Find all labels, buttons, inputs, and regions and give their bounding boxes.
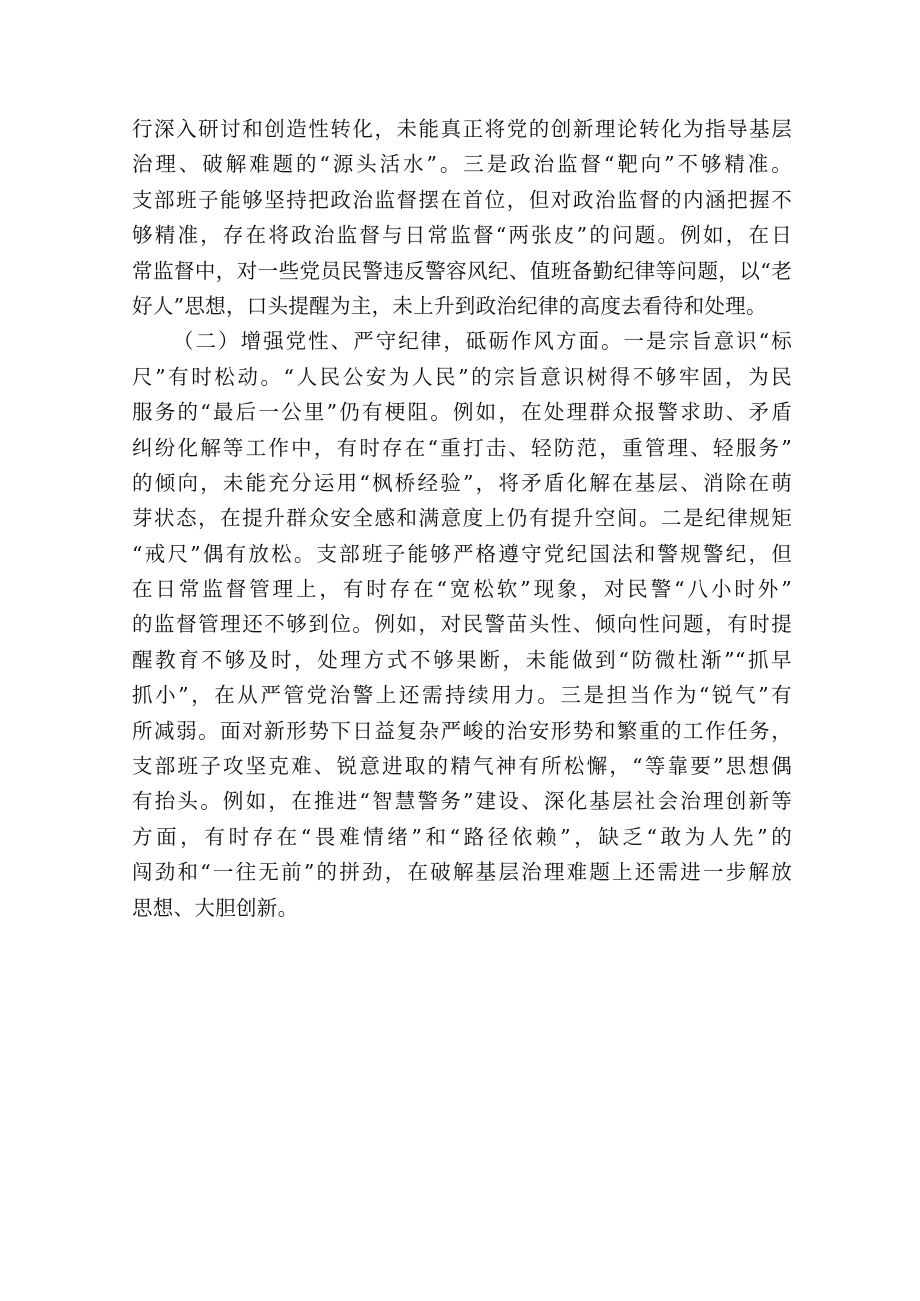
paragraph-line: 支部班子攻坚克难、锐意进取的精气神有所松懈，“等靠要”思想偶 [132,754,792,779]
paragraph-line: 方面，有时存在“畏难情绪”和“路径依赖”，缺乏“敢为人先”的 [132,824,792,849]
paragraph-line: 尺”有时松动。“人民公安为人民”的宗旨意识树得不够牢固，为民 [132,364,792,389]
paragraph-line: 思想、大胆创新。 [132,895,299,920]
paragraph-line: 纠纷化解等工作中，有时存在“重打击、轻防范，重管理、轻服务” [132,435,792,460]
paragraph-1 [132,112,792,324]
paragraph-line: 醒教育不够及时，处理方式不够果断，未能做到“防微杜渐”“抓早 [132,647,792,672]
paragraph-line: 的监督管理还不够到位。例如，对民警苗头性、倾向性问题，有时提 [132,612,792,637]
paragraph-line: 闯劲和“一往无前”的拼劲，在破解基层治理难题上还需进一步解放 [132,860,792,885]
paragraph-line: 有抬头。例如，在推进“智慧警务”建设、深化基层社会治理创新等 [132,789,792,814]
paragraph-line: 的倾向，未能充分运用“枫桥经验”，将矛盾化解在基层、消除在萌 [132,470,792,495]
paragraph-line: “戒尺”偶有放松。支部班子能够严格遵守党纪国法和警规警纪，但 [132,541,792,566]
section-heading-line: （二）增强党性、严守纪律，砥砺作风方面。一是宗旨意识“标 [173,329,792,354]
paragraph-line: 支部班子能够坚持把政治监督摆在首位，但对政治监督的内涵把握不 [132,187,792,212]
paragraph-line: 行深入研讨和创造性转化，未能真正将党的创新理论转化为指导基层 [132,117,792,141]
paragraph-line: 抓小”，在从严管党治警上还需持续用力。三是担当作为“锐气”有 [132,683,792,708]
document-body [132,112,792,926]
paragraph-line: 所减弱。面对新形势下日益复杂严峻的治安形势和繁重的工作任务， [132,718,792,743]
paragraph-line: 常监督中，对一些党员民警违反警容风纪、值班备勤纪律等问题，以“老 [132,258,792,283]
paragraph-line: 芽状态，在提升群众安全感和满意度上仍有提升空间。二是纪律规矩 [132,506,792,531]
paragraph-line: 好人”思想，口头提醒为主，未上升到政治纪律的高度去看待和处理。 [132,293,767,318]
paragraph-line: 够精准，存在将政治监督与日常监督“两张皮”的问题。例如，在日 [132,223,792,248]
paragraph-line: 在日常监督管理上，有时存在“宽松软”现象，对民警“八小时外” [132,577,792,602]
paragraph-line: 服务的“最后一公里”仍有梗阻。例如，在处理群众报警求助、矛盾 [132,400,792,425]
paragraph-2 [132,324,792,926]
paragraph-line: 治理、破解难题的“源头活水”。三是政治监督“靶向”不够精准。 [132,152,792,177]
